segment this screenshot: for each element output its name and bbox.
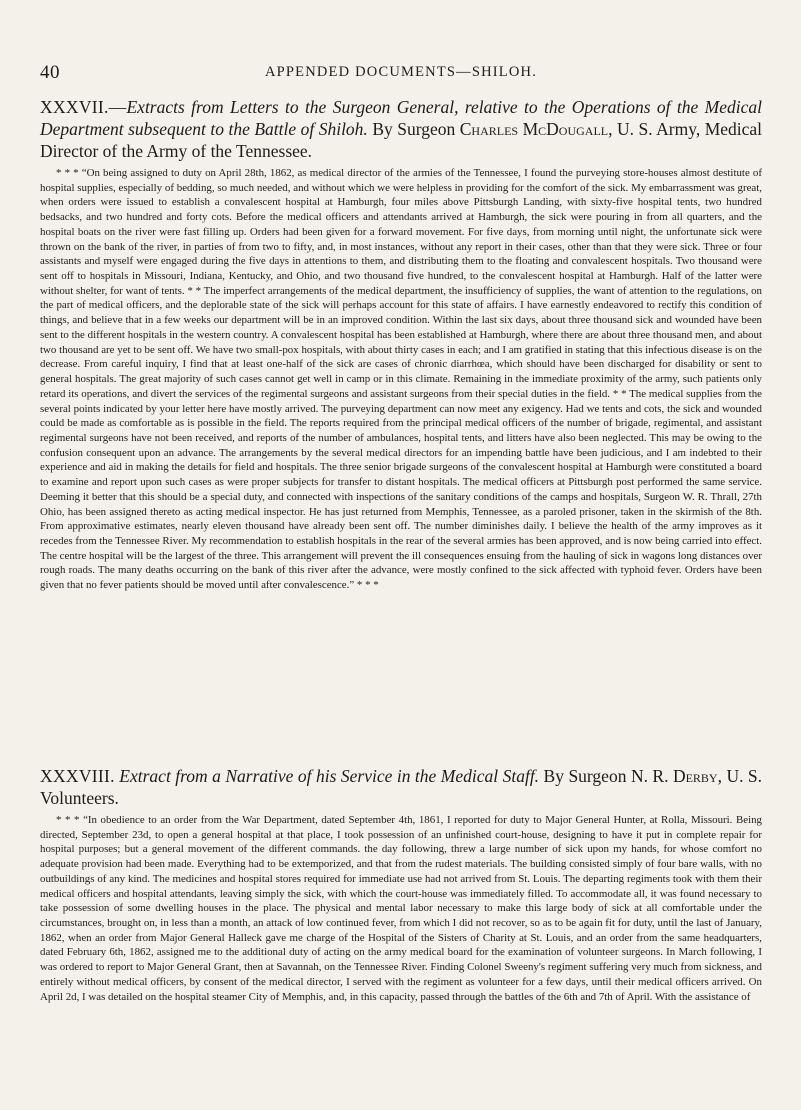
byline-prefix: By Surgeon: [372, 119, 456, 139]
byline-suffix: , U. S. Volunteers.: [40, 766, 763, 808]
section-number: XXXVIII.: [40, 766, 115, 786]
section-body: * * * “On being assigned to duty on April 28th, 1862, as medical director of the armies of the Tennessee, I found the purveying store-houses almost destitute of hospital supplies, especially of bedding, so much needed, and without which we were helpless in providing for the comfort of the sick. My embarrassment was great, when orders were issued to establish a convalescent hospital at Hamburgh, four miles above Pittsburgh Landing, with sixty-five hospital tents, two hundred bedsacks, and two hundred and forty cots. Before the medical officers and attendants arrived at Hamburgh, the sick were pouring in from all quarters, and the hospital boats on the river were fast filling up. Orders had been given for a forward movement. For five days, from morning until night, the unfortunate sick were thrown on the bank of the river, in parties of from two to fifty, and, in most instances, without any report in their cases, other than that they were sick. Three or four assistants and myself were engaged during the five days in attentions to them, and distributing them to the floating and convalescent hospitals. Two thousand were sent off to hospitals in Missouri, Indiana, Kentucky, and Ohio, and two thousand five hundred, to the convalescent hospital at Hamburgh. Half of the latter were without shelter, for want of tents. * * The imperfect arrangements of the medical department, the insufficiency of supplies, the want of attention to the regulations, on the part of medical officers, and the deplorable state of the sick will perhaps account for this state of affairs. I have earnestly endeavored to rectify this condition of things, and believe that in a few weeks our department will be in an improved condition. Within the last six days, about three thousand sick and wounded have been sent to the different hospitals in the western country. A convalescent hospital has been established at Hamburgh, where there are about three thousand men, and about two thousand are yet to be sent off. We have two small-pox hospitals, with about thirty cases in each; and I am gratified in stating that this infectious disease is on the decrease. From careful inquiry, I find that at least one-half of the sick are cases of chronic diarrhœa, which should have been discharged for disability or sent to general hospitals. The great majority of such cases cannot get well in camp or in this climate. Remaining in the immediate proximity of the army, such patients only retard its operations, and divert the services of the regimental surgeons and assistant surgeons from their special duties in the field. * * The medical supplies from the several points indicated by your letter here have mostly arrived. The purveying department can now meet any exigency. Had we tents and cots, the sick and wounded could be made as comfortable as is possible in the field. The reports required from the principal medical officers of the number of brigade, regimental, and assistant regimental surgeons have not been received, and reports of the number of ambulances, hospital tents, and litters have also been neglected. This may be owing to the confusion consequent upon an advance. The arrangements by the several medical directors for an impending battle have been judicious, and I am indebted to their experience and aid in making the details for field and hospitals. The three senior brigade surgeons of the convalescent hospital at Hamburgh were constituted a board to examine and report upon such cases as were proper subjects for transfer to distant hospitals. The medical officers at Pittsburgh post performed the same service. Deeming it better that this should be a special duty, and connected with inspections of the sanitary conditions of the camps and hospitals, Surgeon W. R. Thrall, 27th Ohio, has been assigned thereto as acting medical inspector. He has just returned from Memphis, Tennessee, as a paroled prisoner, taken in the skirmish of the 8th. From approximative estimates, nearly eleven thousand have already been sent off. The number diminishes daily. I believe the health of the army improves as it recedes from the Tennessee River. My recommendation to establish hospitals in the rear of the several armies has been approved, and is now being carried into effect. The centre hospital will be the largest of the three. This arrangement will prevent the ill consequences ensuing from the hauling of sick in wagons long distances over rough roads. The many deaths occurring on the bank of this river after the advance, were mostly confined to the sick affected with typhoid fever. Orders have been given that no fever patients should be moved until after convalescence.” * * *: [40, 167, 762, 592]
section-xxxvii: [40, 96, 762, 593]
byline-prefix: By Surgeon: [543, 766, 627, 786]
running-head: APPENDED DOCUMENTS—SHILOH.: [264, 64, 538, 80]
page-header: [40, 62, 762, 86]
author-name: N. R. Derby: [630, 766, 718, 786]
byline-suffix: , U. S. Army, Medical Director of the Army of the Tennessee.: [40, 119, 763, 161]
section-xxxviii: [40, 765, 762, 1004]
section-heading: [40, 96, 762, 162]
section-number: XXXVII.—: [40, 97, 127, 117]
page-number: 40: [40, 62, 60, 83]
section-body: * * * “In obedience to an order from the War Department, dated September 4th, 1861, I reported for duty to Major General Hunter, at Rolla, Missouri. Being directed, September 23d, to open a general hospital at that place, I took possession of an unfinished court-house, designing to have it put in complete repair for hospital purposes; but a general movement of the different commands. the day following, threw a large number of sick upon my hands, for whose comfort no adequate provision had been made. Everything had to be extemporized, and that from the rudest materials. The building consisted simply of four bare walls, with no outbuildings of any kind. The medicines and hospital stores required for immediate use had not arrived from St. Louis. The departing regiments took with them their medical officers and hospital attendants, leaving simply the sick, with which the court-house was immediately filled. To accommodate all, it was found necessary to take possession of some dwelling houses in the place. The physical and mental labor necessary to make this large body of sick at all comfortable under the circumstances, brought on, in less than a month, an attack of low continued fever, from which I did not recover, so as to be again fit for duty, until the last of January, 1862, when an order from Major General Halleck gave me charge of the Hospital of the Sisters of Charity at St. Louis, and an order from the same headquarters, dated February 6th, 1862, assigned me to the additional duty of acting on the army medical board for the examination of volunteer surgeons. In March following, I was ordered to report to Major General Grant, then at Savannah, on the Tennessee River. Finding Colonel Sweeny's regiment suffering very much from sickness, and entirely without medical officers, by consent of the medical director, I served with the regiment as volunteer for a few days, until their medical officers arrived. On April 2d, I was detailed on the hospital steamer City of Memphis, and, in this capacity, passed through the battles of the 6th and 7th of April. With the assistance of: [40, 814, 762, 1003]
section-title: Extracts from Letters to the Surgeon General, relative to the Operations of the Medical Department subsequent to the Battle of Shiloh.: [40, 97, 762, 139]
author-name: Charles McDougall: [459, 119, 609, 139]
section-heading: [40, 765, 762, 809]
section-title: Extract from a Narrative of his Service in the Medical Staff.: [119, 766, 540, 786]
